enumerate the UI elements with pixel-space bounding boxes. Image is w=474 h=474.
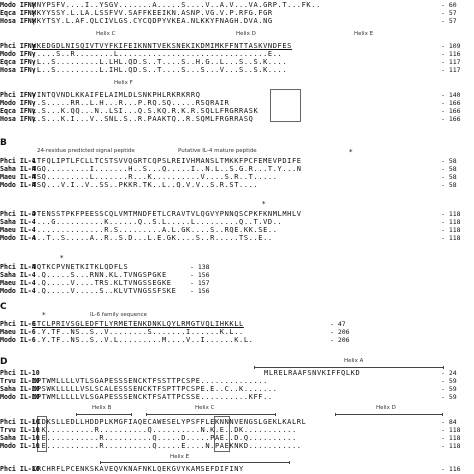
- sequence-name: Hosa IFNγ: [0, 66, 36, 74]
- sequence-name: Phci IFNγ: [0, 42, 36, 50]
- sequence-name: Modo IL-10: [0, 393, 40, 401]
- sequence-residues: MPSWKLLLLLVSLSCALESSSENCKTFSPTTPCSPE.E..C..K.......: [32, 385, 278, 393]
- sequence-name: Modo IL-4: [0, 181, 36, 189]
- helix-e-label: Helix E: [354, 31, 374, 37]
- sequence-residues: KRCHRFLPCENKSKAVEQVKNAFNKLQEKGVYKAMSEFDIFINY: [32, 465, 244, 473]
- sequence-residues: ETCLPRIVSGLEDFTLYRMETENKDNKLQYLRMGTVQLIHKKLL: [32, 320, 244, 328]
- sequence-residues: MPTWMLLLLLVLSGAPESSSENCKTFSATTPCSSE..........KFF..: [32, 393, 273, 401]
- sequence-name: Phci IL-6: [0, 320, 36, 328]
- sequence-residues: ..Q.....S...RNN.KL.TVNGSPGKE: [32, 271, 167, 279]
- sequence-name: Phci IFNγ: [0, 91, 36, 99]
- sequence-name: Maeu IL-4: [0, 173, 36, 181]
- sequence-residues: ..Y.TF..NS..S..V........S.......I......K.L..: [32, 328, 244, 336]
- sequence-residues: VINTQVNDLKKAIFELAIMLDLSNKPHLRKRKRRQ: [32, 91, 201, 99]
- sequence-residues: .L..S.........L.IHL.QD.S..T....S...S...V...S..S.K....: [32, 66, 288, 74]
- nls-motif-box: [270, 89, 301, 122]
- sequence-residues: ..S.....RR..L.H...R...P.RQ.SQ.....RSQRAIR: [32, 99, 230, 107]
- sequence-residues: NQTKCPVNETKITKLQDFLS: [32, 263, 129, 271]
- sequence-residues: LIDKSLLEDLLHDDPLKMGFIAQECAWESELYPSFFLEKNNNVENGSLGEKLKALRL: [32, 418, 307, 426]
- sequence-name: Hosa IFNγ: [0, 17, 36, 25]
- sequence-residues: ..K..........R..........Q..........N.K.E..DK...........: [32, 426, 297, 434]
- sequence-name: Phci IL-10: [0, 369, 40, 377]
- sequence-residues: .L..S.........L.LHL.QD.S..T....S..H.G..L...S..S.K....: [32, 58, 288, 66]
- sequence-name: Phci IL-10: [0, 465, 40, 473]
- mature-peptide-label: Putative IL-4 mature peptide: [178, 148, 257, 154]
- sequence-name: Modo IFNγ: [0, 50, 36, 58]
- sequence-residues: ..E...........R..........Q.....D.....PAE..D.Q..........: [32, 434, 297, 442]
- helix-e-bar: [100, 462, 290, 463]
- sequence-name: Modo IL-6: [0, 336, 36, 344]
- sequence-residues: ..Q.....V.....S..KLVTVNGSSFSKE: [32, 287, 177, 295]
- sequence-residues: A..T..S.....A..R..S.D...L.E.GK....S..R.....TS..E..: [32, 234, 273, 242]
- sequence-name: Saha IL-10: [0, 434, 40, 442]
- sequence-name: Modo IL-10: [0, 442, 40, 450]
- helix-d-bar: [335, 414, 443, 415]
- helix-e-label: Helix E: [170, 454, 190, 460]
- sequence-name: Trvu IL-10: [0, 377, 40, 385]
- helix-c-label: Helix C: [195, 405, 215, 411]
- sequence-name: Modo IFNγ: [0, 99, 36, 107]
- sequence-residues: ..Q.....V....TRS.KLTVNGSSEGKE: [32, 279, 172, 287]
- sequence-name: Eqca IFNγ: [0, 58, 36, 66]
- sequence-residues: MKYYSSY.L.LA.LSSFVV.SAFFKEEIKN.ASNP.VG.V.P.RFG.FGR: [32, 9, 273, 17]
- sequence-residues: L.S...K.I...V..SNL.S..R.PAAKTQ..R.SQMLFRGRRASQ: [32, 115, 254, 123]
- sequence-name: Modo IL-4: [0, 287, 36, 295]
- sequence-residues: LTFQLIPTLFCLLTCSTSVVQGRTCQPSLREIVHMANSLTMKKFPCFEMEVPDIFE: [32, 157, 302, 165]
- sequence-name: Phci IL-10: [0, 418, 40, 426]
- sequence-residues: MSQ...V.I..V..SS..PKKR.TK..L..Q.V.V..S.R.ST....: [32, 181, 259, 189]
- helix-a-label: Helix A: [344, 358, 364, 364]
- sequence-name: Hosa IFNγ: [0, 115, 36, 123]
- sequence-name: Eqca IFNγ: [0, 9, 36, 17]
- signal-peptide-label: 24-residue predicted signal peptide: [37, 148, 135, 154]
- sequence-residues: .....S..R........L...............................E..: [32, 50, 283, 58]
- sequence-name: Maeu IL-6: [0, 328, 36, 336]
- sequence-residues: ...............R.S.........A.L.GK....S..RQE.KK.SE..: [32, 226, 278, 234]
- il6-family-label: IL-6 family sequence: [90, 312, 148, 318]
- sequence-name: Modo IL-4: [0, 234, 36, 242]
- sequence-residues: L.S...K.QQ...N..LSI...Q.S.KQ.R.K.R.SQLLFRGRRASK: [32, 107, 259, 115]
- sequence-residues: ..Y.TF..NS..S..V.L.........M....V..I......K.L.: [32, 336, 254, 344]
- sequence-name: Maeu IL-4: [0, 226, 36, 234]
- sequence-name: Phci IL-4: [0, 263, 36, 271]
- glycosylation-star: *: [349, 148, 353, 156]
- sequence-residues: MSQ.........L.......R...K..........V....S.R..T.....: [32, 173, 278, 181]
- sequence-name: Eqca IFNγ: [0, 107, 36, 115]
- helix-c-label: Helix C: [96, 31, 116, 37]
- sequence-residues: MNYPSFV....I..YSGV.......A.....S....V..A.V...VA.GRP.T...FK..: [32, 1, 321, 9]
- glycosylation-star: *: [60, 254, 64, 262]
- sequence-name: Trvu IL-10: [0, 426, 40, 434]
- sequence-residues: MPTWMLLLLVTLSGAPESSSENCKTFSSTTPCSPE..............: [32, 377, 268, 385]
- sequence-residues: ..E...........R..........Q.....E....N.PAEKNKD...........: [32, 442, 302, 450]
- sequence-name: Saha IL-10: [0, 385, 40, 393]
- sequence-residues: MGQ.........I.......H..S...Q.....I..N.L..S.G.R...T.Y...N: [32, 165, 302, 173]
- sequence-residues: MKYTSY.L.AF.QLCIVLGS.CYCQDPYVKEA.NLKKYFNAGH.DVA.NG: [32, 17, 273, 25]
- sequence-name: Maeu IL-4: [0, 279, 36, 287]
- helix-f-label: Helix F: [114, 80, 133, 86]
- sequence-name: Saha IL-4: [0, 165, 36, 173]
- glycosylation-star: *: [42, 311, 46, 319]
- helix-c-bar: [146, 414, 276, 415]
- sequence-name: Saha IL-4: [0, 271, 36, 279]
- sequence-residues: WKEDGDLNISQIVTVYFKIFEIKNNTVEKSNEKIKDMIMKFFNTTASKVNDFES: [32, 42, 292, 50]
- panel-label-d: D: [0, 357, 8, 367]
- helix-d-label: Helix D: [236, 31, 256, 37]
- helix-a-bar: [254, 367, 444, 368]
- helix-b-bar: [76, 414, 132, 415]
- panel-label-c: C: [0, 302, 7, 312]
- panel-label-b: B: [0, 138, 7, 148]
- sequence-name: Saha IL-4: [0, 218, 36, 226]
- sequence-name: Modo IFNγ: [0, 1, 36, 9]
- sequence-residues: MLRELRAAFSNVKIFFQLKD: [264, 369, 361, 377]
- helix-d-label: Helix D: [376, 405, 396, 411]
- glycosylation-star: *: [262, 200, 266, 208]
- sequence-name: Phci IL-4: [0, 210, 36, 218]
- sequence-name: Phci IL-4: [0, 157, 36, 165]
- sequence-residues: ....G..........K......Q..S.L.....L.........Q..T.VD..: [32, 218, 283, 226]
- sequence-residues: DTENSSTPKFPEESSCQLVMTMNDFETLCRAVTVLQGVYPNNQSCPKFKNMLMHLV: [32, 210, 302, 218]
- helix-b-label: Helix B: [92, 405, 112, 411]
